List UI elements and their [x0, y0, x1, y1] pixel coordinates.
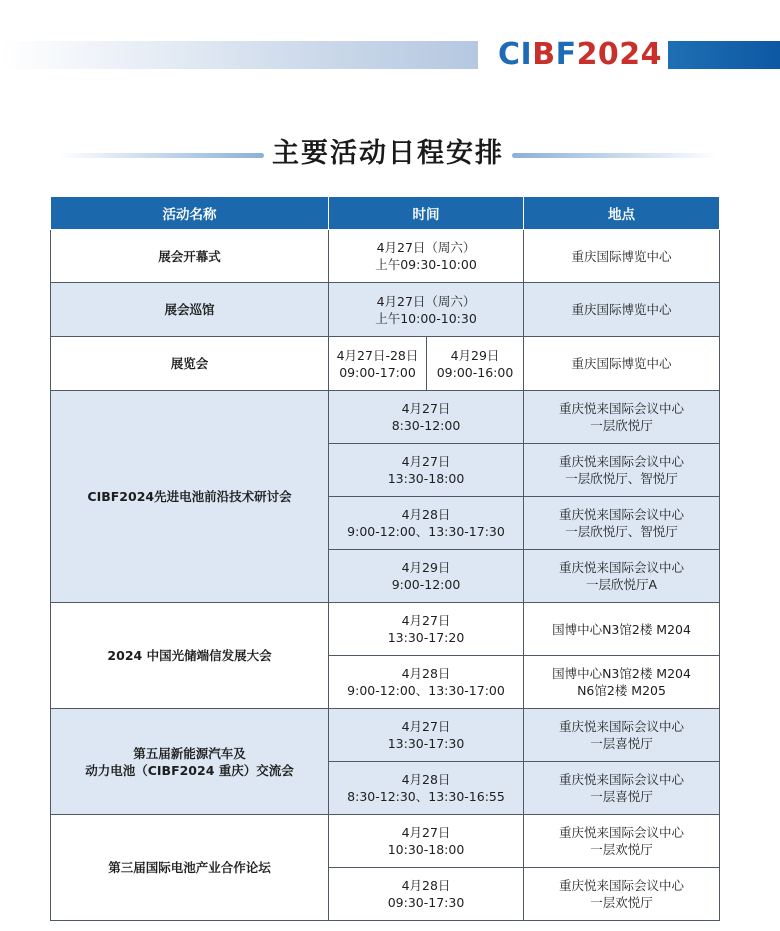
activity-time: 4月28日 09:30-17:30	[329, 868, 524, 921]
table-row-expo	[51, 337, 720, 391]
table-row-tour	[51, 283, 720, 337]
activity-name: 展会巡馆	[51, 283, 329, 337]
activity-time: 4月27日（周六） 上午10:00-10:30	[329, 283, 524, 337]
title-divider-right	[512, 153, 718, 158]
table-row-storage	[51, 603, 720, 656]
activity-place: 重庆国际博览中心	[524, 230, 720, 283]
activity-time-a: 4月27日-28日 09:00-17:00	[329, 337, 427, 391]
activity-time: 4月28日 9:00-12:00、13:30-17:00	[329, 656, 524, 709]
schedule-table	[50, 197, 720, 921]
title-section	[0, 134, 780, 174]
activity-place: 重庆悦来国际会议中心 一层欢悦厅	[524, 815, 720, 868]
page-title: 主要活动日程安排	[272, 138, 504, 169]
header-time: 时间	[329, 197, 524, 230]
activity-name: CIBF2024先进电池前沿技术研讨会	[51, 391, 329, 603]
header-decor-bar-left	[0, 41, 478, 69]
title-divider-left	[58, 153, 264, 158]
activity-time: 4月28日 8:30-12:30、13:30-16:55	[329, 762, 524, 815]
activity-time: 4月27日（周六） 上午09:30-10:00	[329, 230, 524, 283]
table-row-forum	[51, 815, 720, 868]
table-row-seminar	[51, 391, 720, 444]
activity-time: 4月29日 9:00-12:00	[329, 550, 524, 603]
table-row-opening	[51, 230, 720, 283]
activity-place: 重庆悦来国际会议中心 一层欣悦厅A	[524, 550, 720, 603]
activity-place: 重庆悦来国际会议中心 一层欢悦厅	[524, 868, 720, 921]
activity-place: 重庆国际博览中心	[524, 337, 720, 391]
activity-name: 展会开幕式	[51, 230, 329, 283]
activity-time: 4月27日 13:30-18:00	[329, 444, 524, 497]
activity-time: 4月27日 8:30-12:00	[329, 391, 524, 444]
activity-place: 重庆悦来国际会议中心 一层欣悦厅、智悦厅	[524, 444, 720, 497]
cibf-logo: CI B F 2024	[498, 36, 663, 72]
activity-time-b: 4月29日 09:00-16:00	[427, 337, 524, 391]
activity-name: 展览会	[51, 337, 329, 391]
header-decor-bar-right	[668, 41, 780, 69]
table-header-row	[51, 197, 720, 230]
activity-place: 重庆悦来国际会议中心 一层喜悦厅	[524, 709, 720, 762]
header-activity-name: 活动名称	[51, 197, 329, 230]
table-row-nev	[51, 709, 720, 762]
activity-time: 4月28日 9:00-12:00、13:30-17:30	[329, 497, 524, 550]
activity-place: 国博中心N3馆2楼 M204	[524, 603, 720, 656]
activity-name: 2024 中国光储端信发展大会	[51, 603, 329, 709]
activity-place: 重庆悦来国际会议中心 一层喜悦厅	[524, 762, 720, 815]
activity-place: 重庆国际博览中心	[524, 283, 720, 337]
activity-name: 第五届新能源汽车及 动力电池（CIBF2024 重庆）交流会	[51, 709, 329, 815]
header-place: 地点	[524, 197, 720, 230]
activity-place: 重庆悦来国际会议中心 一层欣悦厅	[524, 391, 720, 444]
activity-time: 4月27日 10:30-18:00	[329, 815, 524, 868]
activity-time: 4月27日 13:30-17:30	[329, 709, 524, 762]
activity-place: 重庆悦来国际会议中心 一层欣悦厅、智悦厅	[524, 497, 720, 550]
activity-time: 4月27日 13:30-17:20	[329, 603, 524, 656]
activity-name: 第三届国际电池产业合作论坛	[51, 815, 329, 921]
activity-place: 国博中心N3馆2楼 M204 N6馆2楼 M205	[524, 656, 720, 709]
